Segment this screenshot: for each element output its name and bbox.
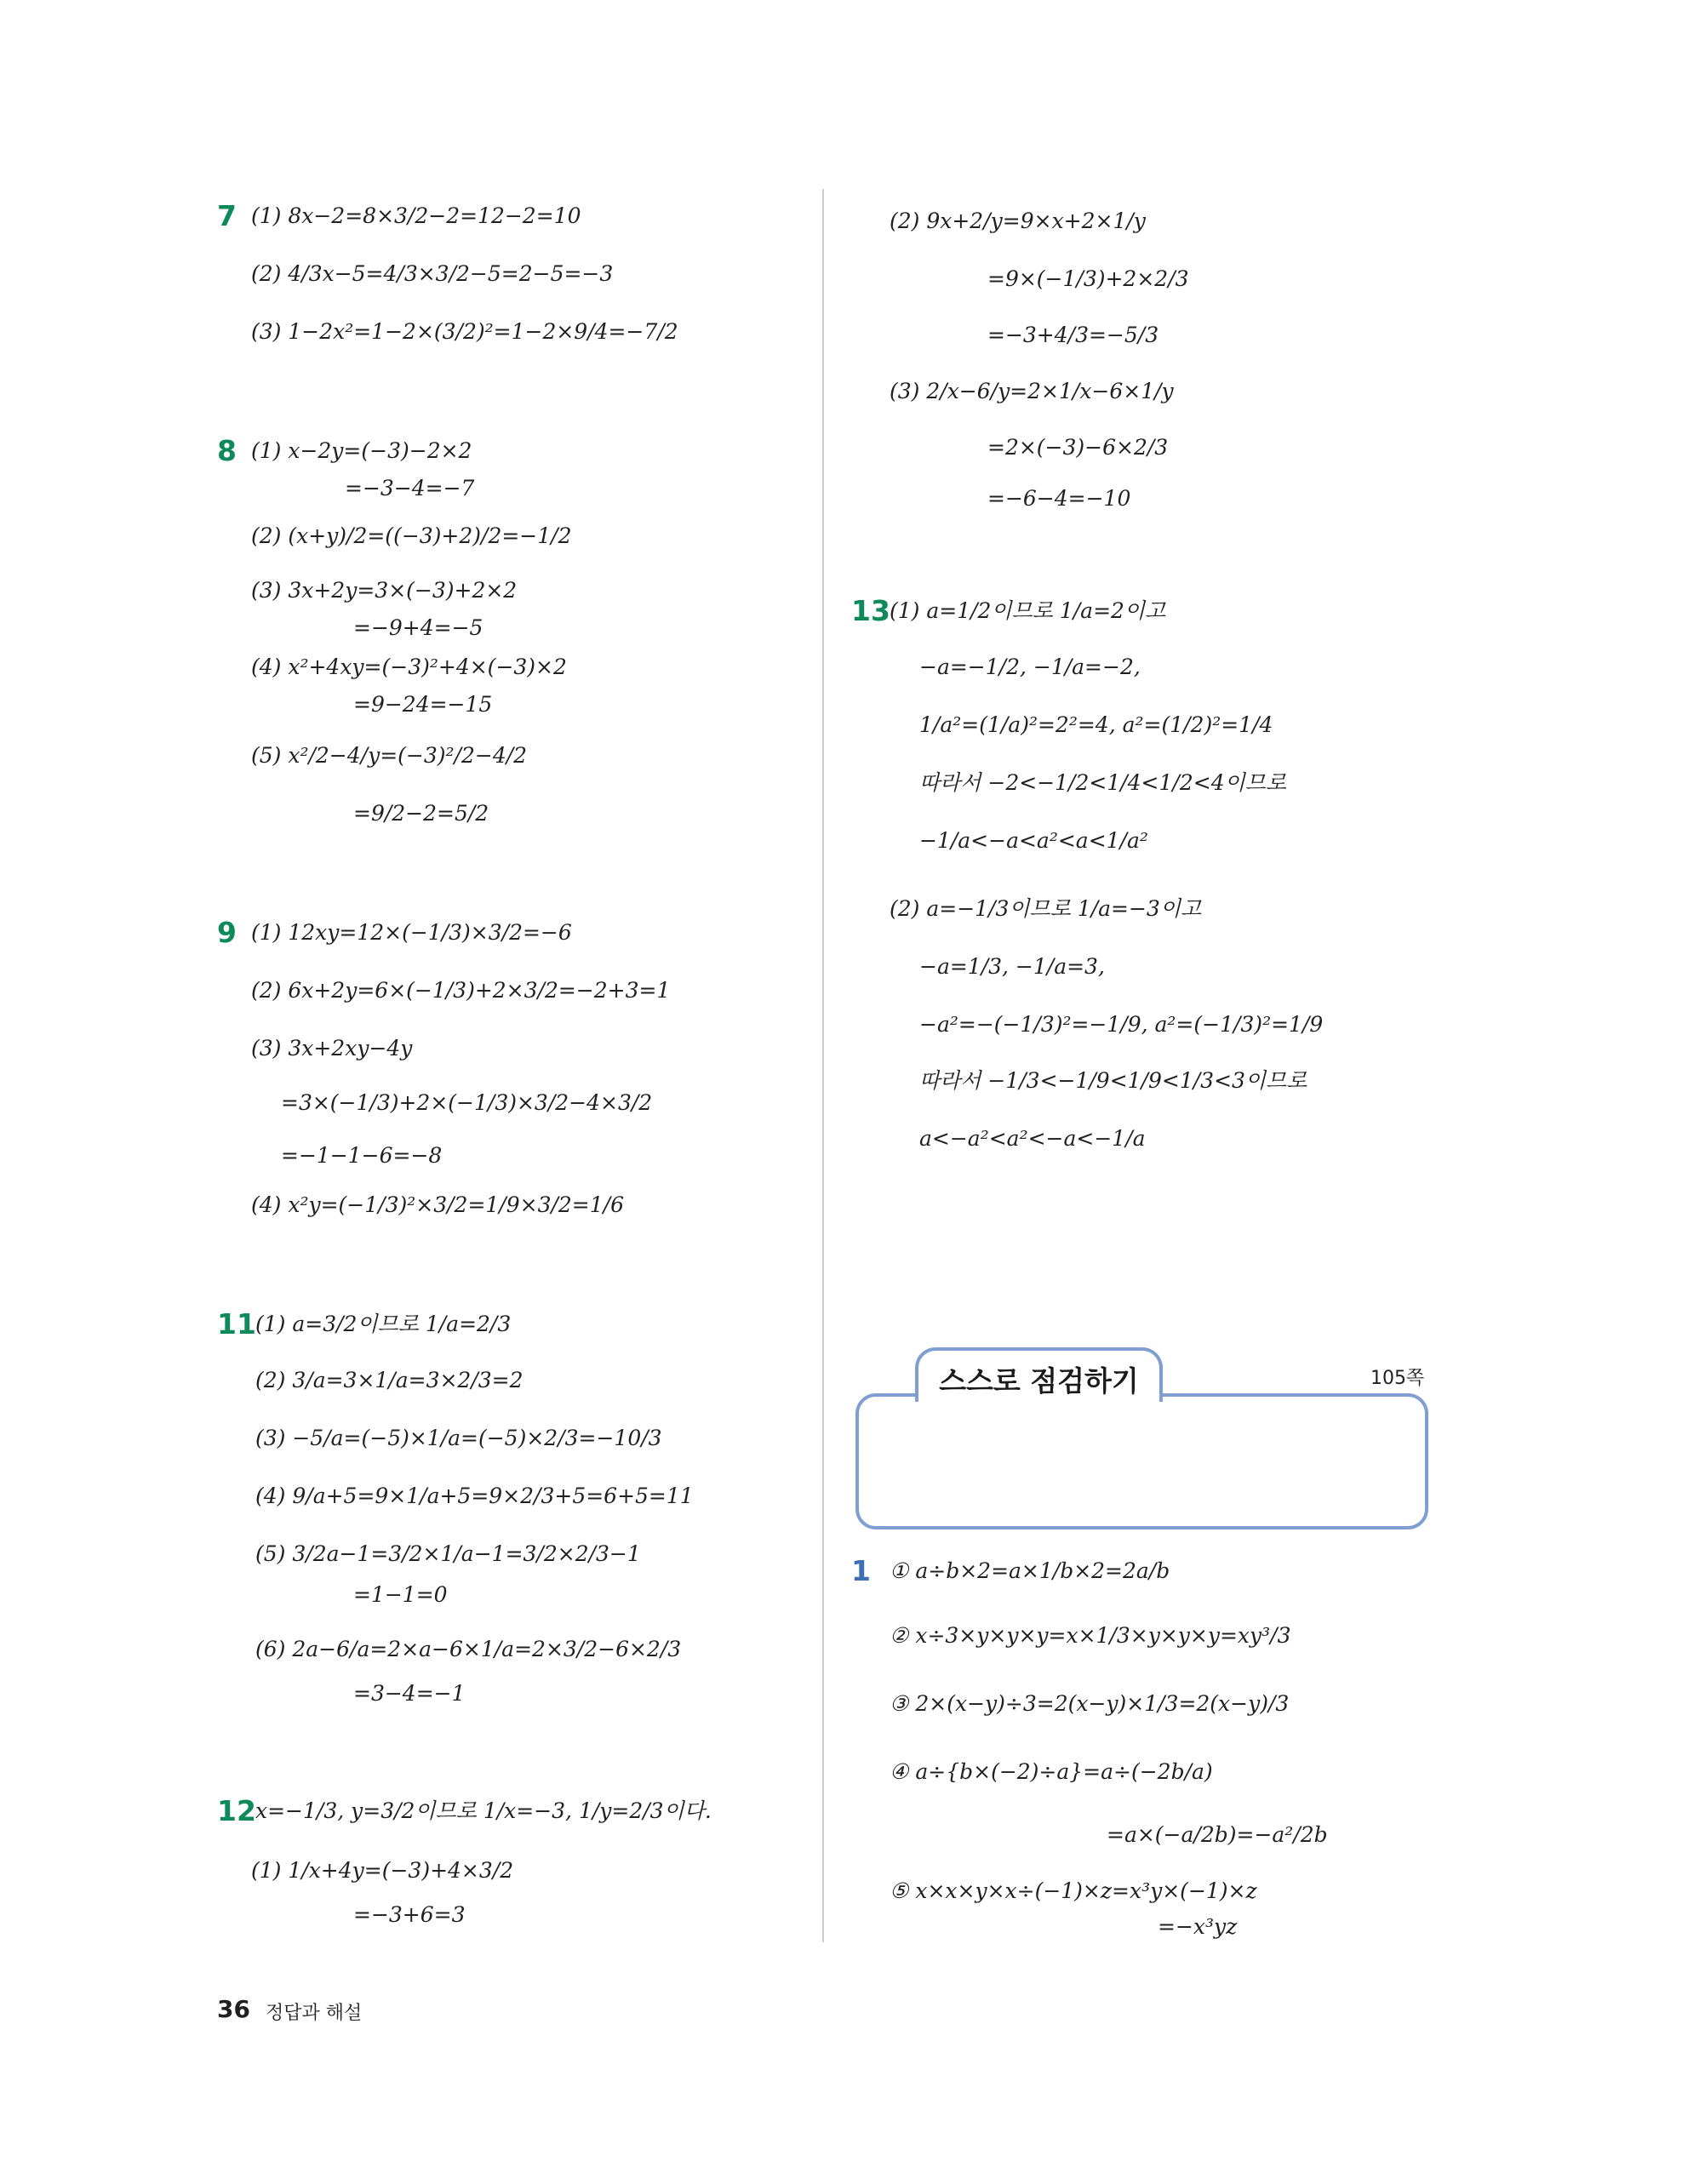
solution-line: (4) 9/a+5=9×1/a+5=9×2/3+5=6+5=11 — [255, 1484, 694, 1508]
selfcheck-tab — [915, 1347, 1163, 1402]
solution-line: (2) 3/a=3×1/a=3×2/3=2 — [255, 1368, 523, 1392]
solution-line: (1) x−2y=(−3)−2×2 — [251, 438, 472, 463]
solution-line: (1) 8x−2=8×3/2−2=12−2=10 — [251, 203, 581, 228]
solution-line: a<−a²<a²<−a<−1/a — [919, 1126, 1146, 1151]
solution-line: 따라서 −1/3<−1/9<1/9<1/3<3이므로 — [919, 1068, 1307, 1093]
solution-line: =1−1=0 — [353, 1582, 448, 1607]
solution-line: =3−4=−1 — [353, 1681, 466, 1706]
problem-number: 9 — [217, 916, 237, 949]
solution-line: =−3+4/3=−5/3 — [987, 323, 1159, 347]
solution-line: (1) a=1/2이므로 1/a=2이고 — [890, 598, 1166, 623]
solution-line: (3) −5/a=(−5)×1/a=(−5)×2/3=−10/3 — [255, 1426, 662, 1450]
solution-line: (4) x²y=(−1/3)²×3/2=1/9×3/2=1/6 — [251, 1192, 624, 1217]
problem-number: 12 — [217, 1794, 256, 1827]
solution-line: =−6−4=−10 — [987, 486, 1131, 511]
solution-line: (3) 1−2x²=1−2×(3/2)²=1−2×9/4=−7/2 — [251, 319, 678, 344]
solution-line: ① a÷b×2=a×1/b×2=2a/b — [890, 1558, 1170, 1583]
problem-number: 1 — [851, 1554, 871, 1587]
solution-line: (6) 2a−6/a=2×a−6×1/a=2×3/2−6×2/3 — [255, 1637, 682, 1661]
solution-line: ② x÷3×y×y×y=x×1/3×y×y×y=xy³/3 — [890, 1623, 1291, 1648]
column-divider — [822, 189, 824, 1942]
solution-line: (2) a=−1/3이므로 1/a=−3이고 — [890, 896, 1202, 921]
solution-line: (4) x²+4xy=(−3)²+4×(−3)×2 — [251, 655, 567, 679]
solution-line: (2) (x+y)/2=((−3)+2)/2=−1/2 — [251, 523, 572, 548]
solution-line: ⑤ x×x×y×x÷(−1)×z=x³y×(−1)×z — [890, 1878, 1257, 1903]
solution-line: −a²=−(−1/3)²=−1/9, a²=(−1/3)²=1/9 — [919, 1012, 1324, 1037]
solution-line: (5) x²/2−4/y=(−3)²/2−4/2 — [251, 743, 528, 768]
solution-line: (5) 3/2a−1=3/2×1/a−1=3/2×2/3−1 — [255, 1541, 641, 1566]
solution-line: =a×(−a/2b)=−a²/2b — [1107, 1822, 1328, 1847]
solution-line: 따라서 −2<−1/2<1/4<1/2<4이므로 — [919, 770, 1287, 795]
solution-line: (1) a=3/2이므로 1/a=2/3 — [255, 1312, 512, 1336]
solution-line: =−3+6=3 — [353, 1902, 466, 1927]
solution-line: (1) 12xy=12×(−1/3)×3/2=−6 — [251, 920, 572, 945]
solution-line: (2) 9x+2/y=9×x+2×1/y — [890, 209, 1146, 233]
selfcheck-page-ref: 105쪽 — [1370, 1368, 1425, 1389]
solution-line: =9×(−1/3)+2×2/3 — [987, 266, 1189, 291]
problem-number: 7 — [217, 199, 237, 232]
page-number: 36 — [217, 1995, 250, 2023]
solution-line: =3×(−1/3)+2×(−1/3)×3/2−4×3/2 — [281, 1090, 653, 1115]
solution-line: −1/a<−a<a²<a<1/a² — [919, 828, 1148, 853]
selfcheck-box — [855, 1393, 1428, 1529]
solution-line: =−x³yz — [1158, 1914, 1238, 1939]
solution-line: (3) 3x+2xy−4y — [251, 1036, 413, 1061]
solution-line: =2×(−3)−6×2/3 — [987, 435, 1169, 460]
solution-line: x=−1/3, y=3/2이므로 1/x=−3, 1/y=2/3이다. — [255, 1798, 712, 1823]
solution-line: (1) 1/x+4y=(−3)+4×3/2 — [251, 1858, 514, 1883]
selfcheck-title: 스스로 점검하기 — [939, 1364, 1139, 1398]
solution-line: (3) 3x+2y=3×(−3)+2×2 — [251, 578, 518, 603]
problem-number: 11 — [217, 1307, 256, 1341]
solution-line: (2) 6x+2y=6×(−1/3)+2×3/2=−2+3=1 — [251, 978, 671, 1003]
problem-number: 13 — [851, 594, 890, 627]
problem-number: 8 — [217, 434, 237, 467]
page-label: 정답과 해설 — [266, 2003, 363, 2024]
solution-line: −a=−1/2, −1/a=−2, — [919, 655, 1141, 679]
solution-line: =9−24=−15 — [353, 692, 493, 717]
solution-line: =−9+4=−5 — [353, 615, 483, 640]
solution-line: =−3−4=−7 — [345, 476, 475, 500]
solution-line: =−1−1−6=−8 — [281, 1143, 443, 1168]
solution-line: (2) 4/3x−5=4/3×3/2−5=2−5=−3 — [251, 261, 614, 286]
solution-line: ③ 2×(x−y)÷3=2(x−y)×1/3=2(x−y)/3 — [890, 1691, 1290, 1716]
solution-line: ④ a÷{b×(−2)÷a}=a÷(−2b/a) — [890, 1759, 1213, 1784]
solution-line: =9/2−2=5/2 — [353, 801, 489, 826]
solution-line: 1/a²=(1/a)²=2²=4, a²=(1/2)²=1/4 — [919, 712, 1273, 737]
solution-line: −a=1/3, −1/a=3, — [919, 954, 1105, 979]
solution-line: (3) 2/x−6/y=2×1/x−6×1/y — [890, 379, 1174, 403]
